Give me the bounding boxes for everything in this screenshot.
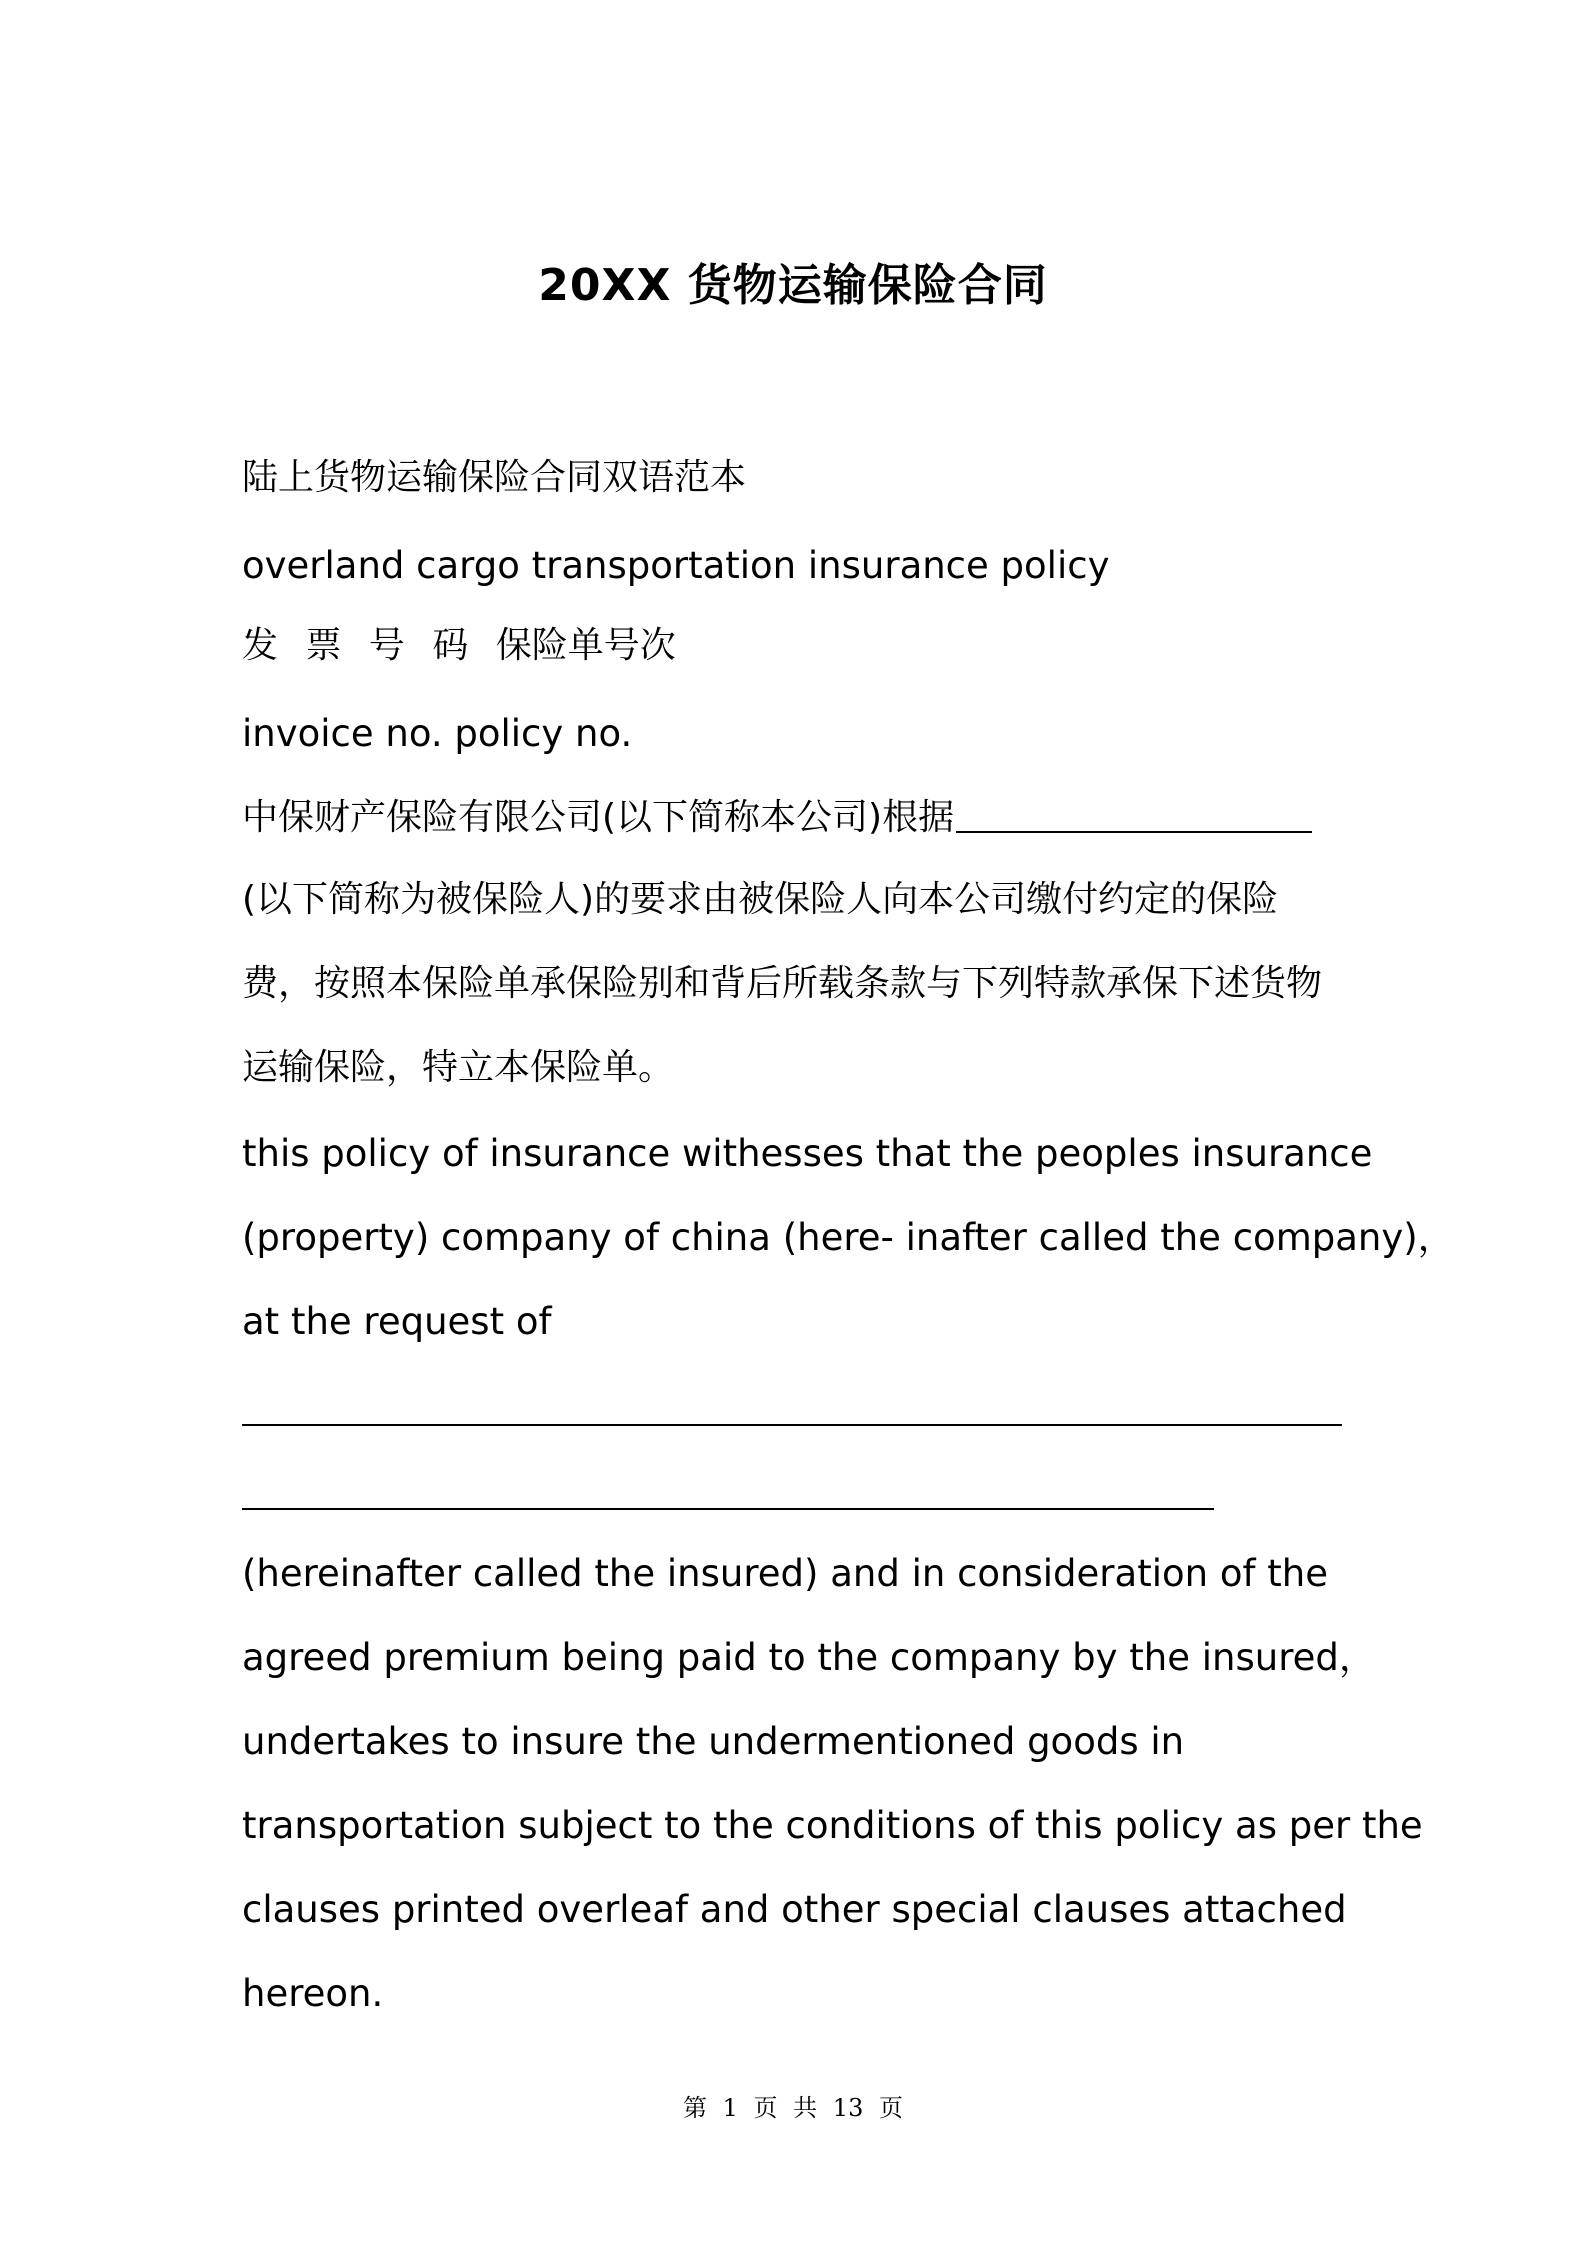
para-zh-line-text: 中保财产保险有限公司(以下简称本公司)根据 — [242, 797, 955, 838]
para-en-line: undertakes to insure the undermentioned goods in — [242, 1720, 1185, 1763]
fill-in-blank-line — [242, 1424, 1342, 1426]
document-title: 20XX 货物运输保险合同 — [538, 260, 1048, 311]
page-number: 第 1 页 共 13 页 — [683, 2094, 903, 2122]
subtitle-en: overland cargo transportation insurance policy — [242, 544, 1110, 587]
para-en-line: transportation subject to the conditions of this policy as per the — [242, 1804, 1423, 1847]
fill-in-blank — [956, 831, 1312, 833]
para-en-line: (property) company of china (here- inafter called the company)， — [242, 1216, 1455, 1259]
para-zh-line: 运输保险，特立本保险单。 — [242, 1047, 675, 1088]
para-en-line: clauses printed overleaf and other special clauses attached — [242, 1888, 1347, 1931]
invoice-label-zh: 发 票 号 码 保险单号次 — [242, 625, 676, 666]
para-en-line: this policy of insurance withesses that the peoples insurance — [242, 1132, 1373, 1175]
para-en-line: at the request of — [242, 1300, 552, 1343]
para-zh-line: (以下简称为被保险人)的要求由被保险人向本公司缴付约定的保险 — [242, 879, 1279, 920]
invoice-label-en: invoice no. policy no. — [242, 712, 633, 755]
para-zh-line — [242, 792, 1312, 844]
para-en-line: (hereinafter called the insured) and in consideration of the — [242, 1552, 1328, 1595]
para-zh-line: 费，按照本保险单承保险别和背后所载条款与下列特款承保下述货物 — [242, 963, 1323, 1004]
para-en-line: hereon. — [242, 1972, 384, 2015]
fill-in-blank-line — [242, 1508, 1214, 1510]
para-en-line: agreed premium being paid to the company by the insured， — [242, 1636, 1376, 1679]
subtitle-zh: 陆上货物运输保险合同双语范本 — [242, 457, 747, 498]
